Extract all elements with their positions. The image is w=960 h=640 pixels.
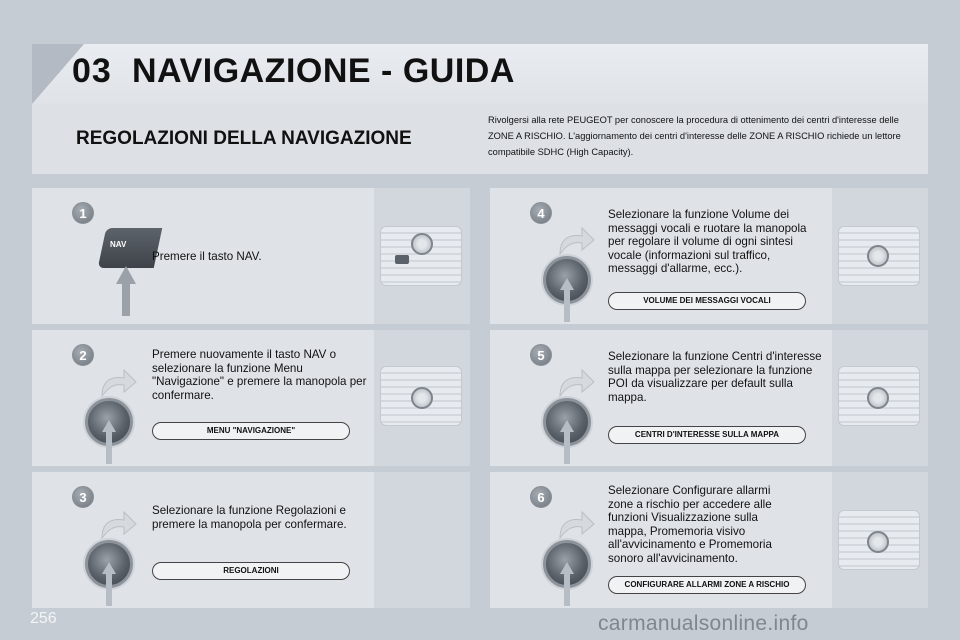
section-title: REGOLAZIONI DELLA NAVIGAZIONE [76,128,412,149]
step-card-4 [490,188,928,324]
menu-label: CENTRI D'INTERESSE SULLA MAPPA [608,426,806,444]
panel-knob [867,245,889,267]
panel-knob [411,233,433,255]
rotate-arrow-icon [556,226,596,256]
radio-panel-image [838,226,920,286]
rotate-arrow-icon [98,510,138,540]
step-badge: 4 [530,202,552,224]
panel-knob [867,387,889,409]
step-text: Selezionare Configurare allarmi zone a rischio per accedere alle funzioni Visualizzazione sulla mappa, Promemoria visivo all'avvicinamento e Promemoria sonoro all'avvicinamento. [608,484,772,565]
step-card-2 [32,330,470,466]
radio-panel-image [380,366,462,426]
chapter-number: 03 [72,52,112,90]
press-arrow-icon [116,266,136,316]
panel-knob [411,387,433,409]
step-text: Selezionare la funzione Regolazioni e premere la manopola per confermare. [152,504,347,531]
rotate-arrow-icon [98,368,138,398]
page-number: 256 [30,610,57,627]
panel-image-area [374,330,470,466]
step-badge: 1 [72,202,94,224]
watermark: carmanualsonline.info [598,612,809,635]
radio-panel-image [838,366,920,426]
panel-image-area [374,188,470,324]
step-badge: 5 [530,344,552,366]
step-text: Selezionare la funzione Centri d'interesse sulla mappa per selezionare la funzione POI da visualizzare per default sulla mappa. [608,350,822,404]
panel-image-area [832,472,928,608]
radio-panel-image [838,510,920,570]
step-badge: 3 [72,486,94,508]
radio-panel-image [380,226,462,286]
menu-label: MENU "NAVIGAZIONE" [152,422,350,440]
page-title: NAVIGAZIONE - GUIDA [132,52,515,90]
knob-illustration [538,510,598,606]
press-arrow-icon [102,562,116,606]
press-arrow-icon [560,420,574,464]
step-card-1 [32,188,470,324]
panel-knob [867,531,889,553]
step-badge: 2 [72,344,94,366]
menu-label: REGOLAZIONI [152,562,350,580]
step-badge: 6 [530,486,552,508]
knob-illustration [538,226,598,322]
press-arrow-icon [560,278,574,322]
step-text: Premere nuovamente il tasto NAV o selezionare la funzione Menu "Navigazione" e premere la manopola per confermare. [152,348,367,402]
press-arrow-icon [560,562,574,606]
nav-key-label: NAV [110,240,127,249]
panel-image-area [832,330,928,466]
menu-label: VOLUME DEI MESSAGGI VOCALI [608,292,806,310]
step-card-3 [32,472,470,608]
knob-illustration [80,510,140,606]
knob-illustration [538,368,598,464]
step-card-6 [490,472,928,608]
nav-key-illustration [72,228,152,318]
rotate-arrow-icon [556,368,596,398]
step-text: Selezionare la funzione Volume dei messaggi vocali e ruotare la manopola per regolare il volume di ogni sintesi vocale (informazioni sul traffico, messaggi d'allarme, ecc.). [608,208,807,275]
intro-note: Rivolgersi alla rete PEUGEOT per conoscere la procedura di ottenimento dei centri d'interesse delle ZONE A RISCHIO. L'aggiornamento dei centri d'interesse delle ZONE A RISCHIO richiede un lettore compatibile SDHC (High Capacity). [488,115,901,157]
step-text: Premere il tasto NAV. [152,250,262,263]
panel-nav-key [395,255,409,264]
knob-illustration [80,368,140,464]
menu-label: CONFIGURARE ALLARMI ZONE A RISCHIO [608,576,806,594]
step-card-5 [490,330,928,466]
press-arrow-icon [102,420,116,464]
rotate-arrow-icon [556,510,596,540]
panel-image-area [832,188,928,324]
panel-image-area [374,472,470,608]
